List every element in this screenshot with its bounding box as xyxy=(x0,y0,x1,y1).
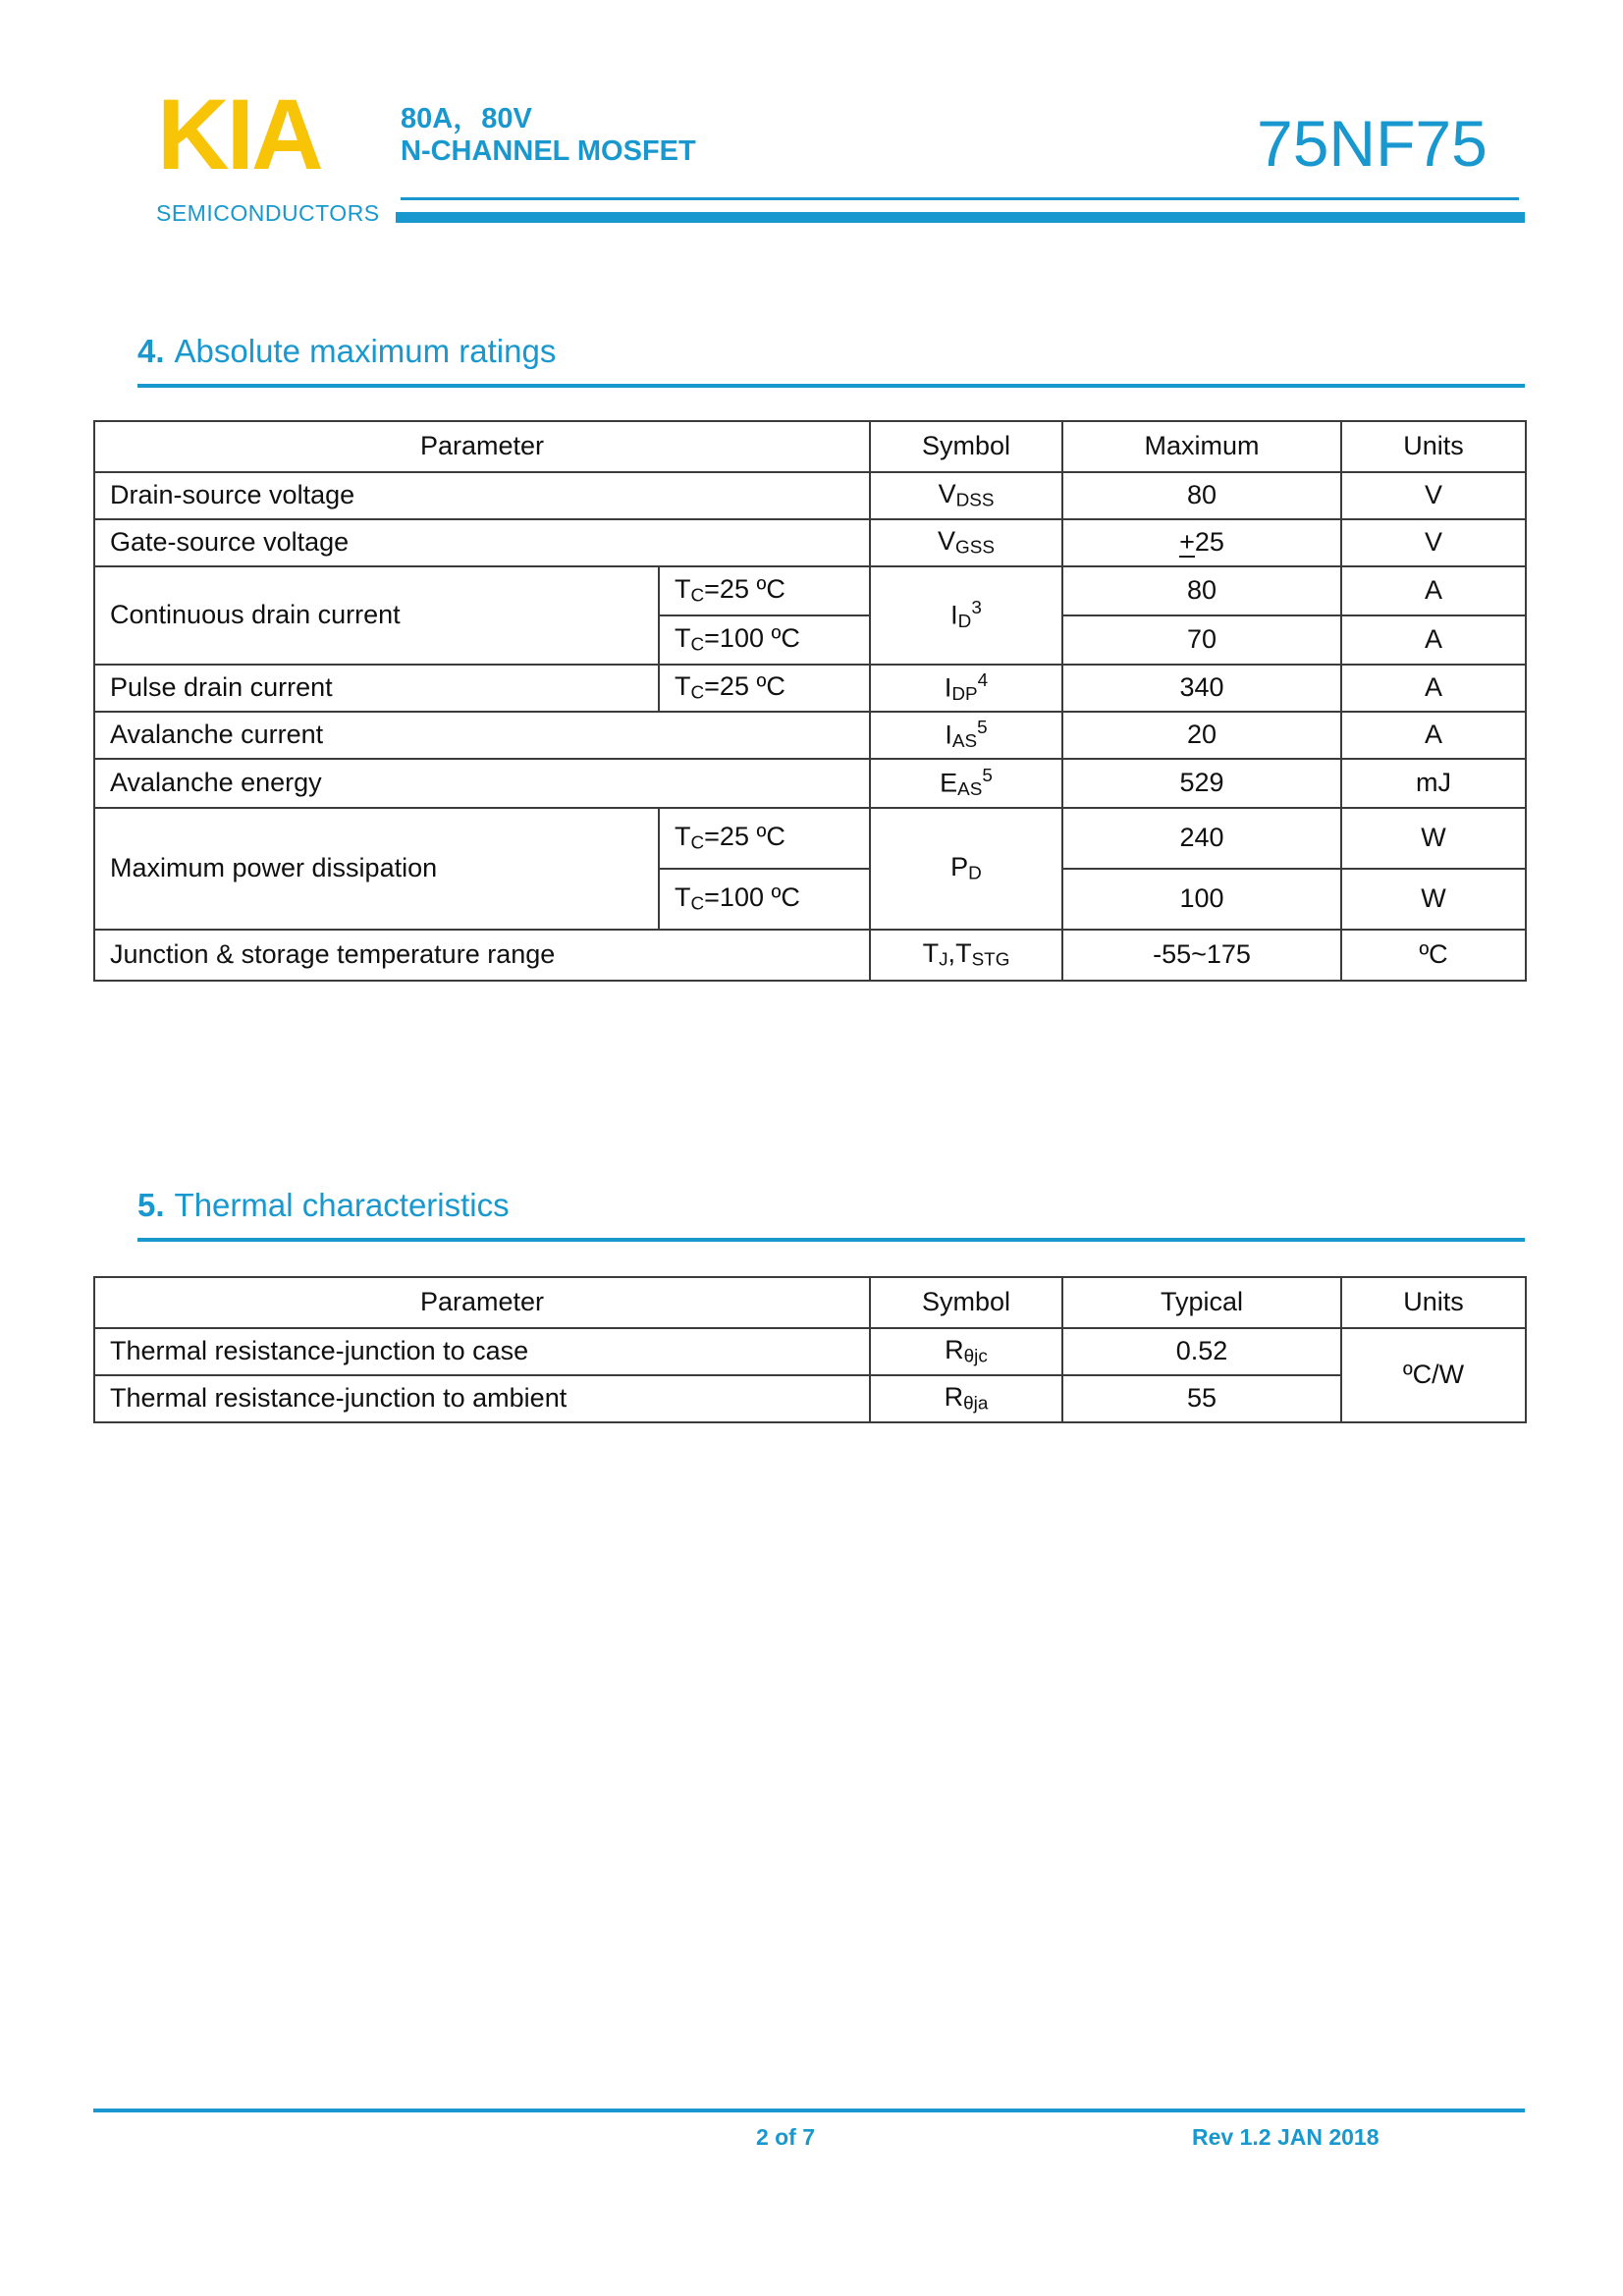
maximum-cell: 529 xyxy=(1062,759,1341,808)
maximum-cell: 80 xyxy=(1062,472,1341,519)
parameter-cell: Avalanche current xyxy=(94,712,870,759)
parameter-cell: Thermal resistance-junction to case xyxy=(94,1328,870,1375)
symbol-cell: $I_{DP}^4$ xyxy=(870,665,1062,712)
condition-cell: $T_C=25$ ºC xyxy=(659,808,870,869)
units-cell: A xyxy=(1341,665,1526,712)
units-cell: V xyxy=(1341,519,1526,566)
units-cell: ºC/W xyxy=(1341,1328,1526,1422)
table-row-continuous-drain-current-25 xyxy=(94,566,1526,615)
units-cell: A xyxy=(1341,615,1526,665)
absolute-maximum-ratings-table xyxy=(93,420,1527,982)
maximum-cell: 80 xyxy=(1062,566,1341,615)
plus-minus-sign: + xyxy=(1179,527,1195,558)
maximum-cell: 340 xyxy=(1062,665,1341,712)
maximum-cell: -55~175 xyxy=(1062,930,1341,981)
table-row-avalanche-energy xyxy=(94,759,1526,808)
table-header-row xyxy=(94,421,1526,472)
header-units: Units xyxy=(1341,1277,1526,1328)
symbol-cell: $R_{\theta ja}$ xyxy=(870,1375,1062,1422)
maximum-cell: +25 xyxy=(1062,519,1341,566)
condition-cell: $T_C=25$ ºC xyxy=(659,665,870,712)
table-row-power-dissipation-25 xyxy=(94,808,1526,869)
units-cell: W xyxy=(1341,869,1526,930)
symbol-cell: $V_{DSS}$ xyxy=(870,472,1062,519)
table-row-thermal-resistance-junction-case xyxy=(94,1328,1526,1375)
typical-cell: 55 xyxy=(1062,1375,1341,1422)
table-row-gate-source-voltage xyxy=(94,519,1526,566)
table-row-drain-source-voltage xyxy=(94,472,1526,519)
header-maximum: Maximum xyxy=(1062,421,1341,472)
section-4-heading xyxy=(137,332,1525,388)
part-number: 75NF75 xyxy=(1257,107,1488,180)
footer-rule xyxy=(93,2109,1525,2112)
symbol-cell: $R_{\theta jc}$ xyxy=(870,1328,1062,1375)
header-parameter: Parameter xyxy=(94,421,870,472)
condition-cell: $T_C=100$ ºC xyxy=(659,615,870,665)
symbol-cell: $I_{AS}^5$ xyxy=(870,712,1062,759)
maximum-cell: 240 xyxy=(1062,808,1341,869)
units-cell: W xyxy=(1341,808,1526,869)
table-header-row xyxy=(94,1277,1526,1328)
parameter-cell: Gate-source voltage xyxy=(94,519,870,566)
brand-logo: KIA xyxy=(157,79,321,190)
condition-cell: $T_C=25$ ºC xyxy=(659,566,870,615)
header-rule-thin xyxy=(401,197,1519,200)
symbol-cell: $P_D$ xyxy=(870,808,1062,930)
part-rating: 80A，80V xyxy=(401,103,532,134)
brand-tagline: SEMICONDUCTORS xyxy=(156,200,380,226)
table-row-avalanche-current xyxy=(94,712,1526,759)
thermal-characteristics-table xyxy=(93,1276,1527,1423)
header-symbol: Symbol xyxy=(870,421,1062,472)
device-type: N-CHANNEL MOSFET xyxy=(401,135,696,167)
parameter-cell: Continuous drain current xyxy=(94,566,659,665)
section-5-number: 5. xyxy=(137,1187,165,1223)
units-cell: V xyxy=(1341,472,1526,519)
maximum-cell: 20 xyxy=(1062,712,1341,759)
section-5-heading xyxy=(137,1186,1525,1242)
revision-label: Rev 1.2 JAN 2018 xyxy=(1192,2124,1380,2150)
parameter-cell: Avalanche energy xyxy=(94,759,870,808)
symbol-cell: $E_{AS}^5$ xyxy=(870,759,1062,808)
section-4-title: Absolute maximum ratings xyxy=(174,333,557,369)
condition-cell: $T_C=100$ ºC xyxy=(659,869,870,930)
header-parameter: Parameter xyxy=(94,1277,870,1328)
table-row-junction-storage-temperature xyxy=(94,930,1526,981)
parameter-cell: Pulse drain current xyxy=(94,665,659,712)
header-units: Units xyxy=(1341,421,1526,472)
section-4-number: 4. xyxy=(137,333,165,369)
symbol-cell: $V_{GSS}$ xyxy=(870,519,1062,566)
typical-cell: 0.52 xyxy=(1062,1328,1341,1375)
units-cell: ºC xyxy=(1341,930,1526,981)
units-cell: mJ xyxy=(1341,759,1526,808)
parameter-cell: Drain-source voltage xyxy=(94,472,870,519)
maximum-cell: 70 xyxy=(1062,615,1341,665)
maximum-cell: 100 xyxy=(1062,869,1341,930)
header-rule-thick xyxy=(396,212,1525,223)
symbol-cell: $T_J,T_{STG}$ xyxy=(870,930,1062,981)
units-cell: A xyxy=(1341,566,1526,615)
table-row-thermal-resistance-junction-ambient xyxy=(94,1375,1526,1422)
header-typical: Typical xyxy=(1062,1277,1341,1328)
units-cell: A xyxy=(1341,712,1526,759)
symbol-cell: $I_D^3$ xyxy=(870,566,1062,665)
section-5-title: Thermal characteristics xyxy=(174,1187,510,1223)
parameter-cell: Maximum power dissipation xyxy=(94,808,659,930)
parameter-cell: Junction & storage temperature range xyxy=(94,930,870,981)
parameter-cell: Thermal resistance-junction to ambient xyxy=(94,1375,870,1422)
table-row-pulse-drain-current xyxy=(94,665,1526,712)
page-number: 2 of 7 xyxy=(755,2124,816,2150)
header-symbol: Symbol xyxy=(870,1277,1062,1328)
